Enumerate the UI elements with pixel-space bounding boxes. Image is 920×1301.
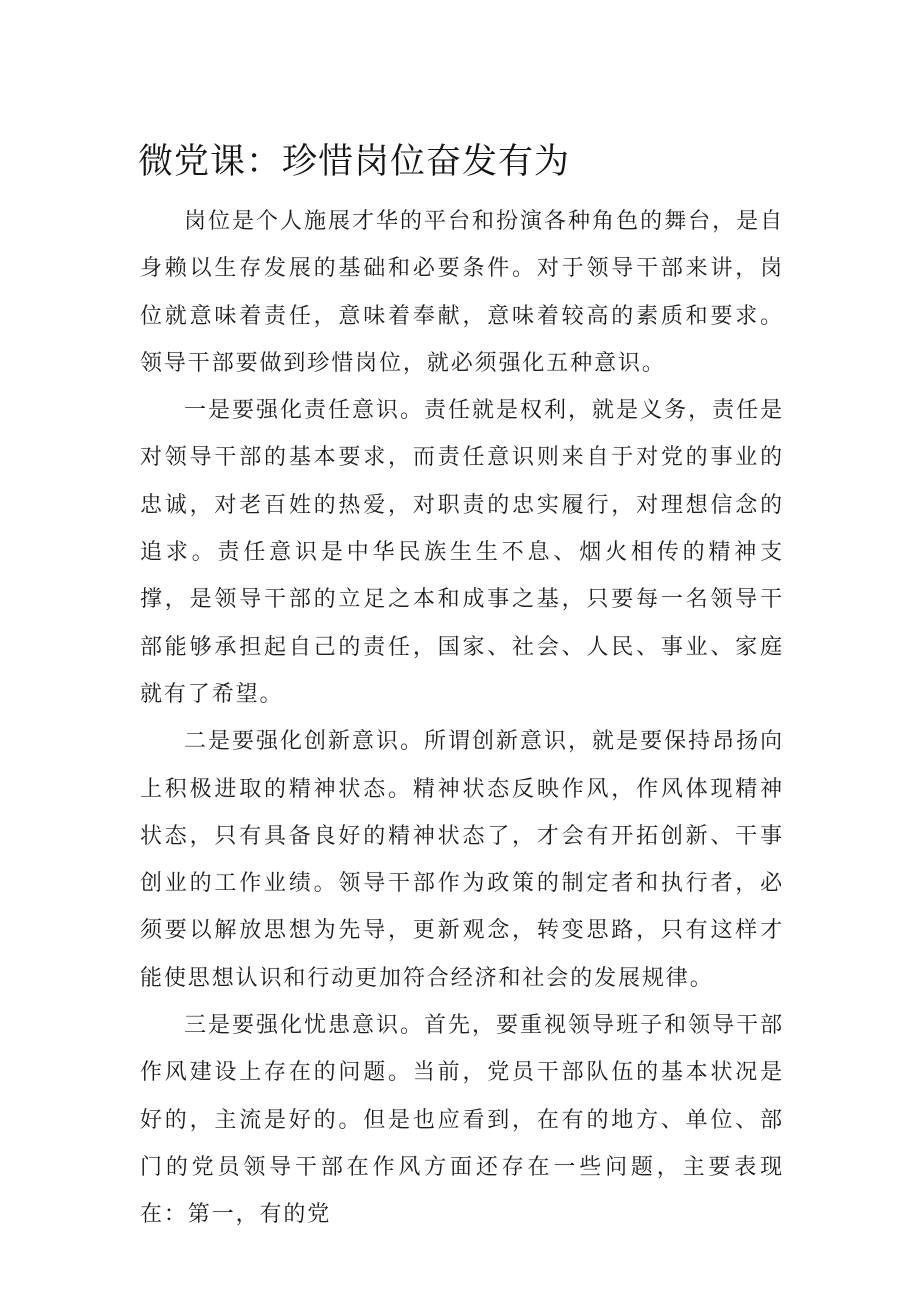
paragraph-anxiety: 三是要强化忧患意识。首先，要重视领导班子和领导干部作风建设上存在的问题。当前，党员干部队伍的基本状况是好的，主流是好的。但是也应看到，在有的地方、单位、部门的党员领导干部在作风方面还存在一些问题，主要表现在：第一，有的党	[140, 1013, 784, 1228]
paragraph-responsibility: 一是要强化责任意识。责任就是权利，就是义务，责任是对领导干部的基本要求，而责任意识则来自于对党的事业的忠诚，对老百姓的热爱，对职责的忠实履行，对理想信念的追求。责任意识是中华民族生生不息、烟火相传的精神支撑，是领导干部的立足之本和成事之基，只要每一名领导干部能够承担起自己的责任，国家、社会、人民、事业、家庭就有了希望。	[140, 398, 784, 707]
paragraph-intro: 岗位是个人施展才华的平台和扮演各种角色的舞台，是自身赖以生存发展的基础和必要条件。对于领导干部来讲，岗位就意味着责任，意味着奉献，意味着较高的素质和要求。领导干部要做到珍惜岗位，就必须强化五种意识。	[140, 209, 784, 376]
document-body	[140, 198, 784, 1239]
document-title: 微党课：珍惜岗位奋发有为	[138, 142, 571, 182]
paragraph-innovation: 二是要强化创新意识。所谓创新意识，就是要保持昂扬向上积极进取的精神状态。精神状态反映作风，作风体现精神状态，只有具备良好的精神状态了，才会有开拓创新、干事创业的工作业绩。领导干部作为政策的制定者和执行者，必须要以解放思想为先导，更新观念，转变思路，只有这样才能使思想认识和行动更加符合经济和社会的发展规律。	[140, 729, 784, 991]
